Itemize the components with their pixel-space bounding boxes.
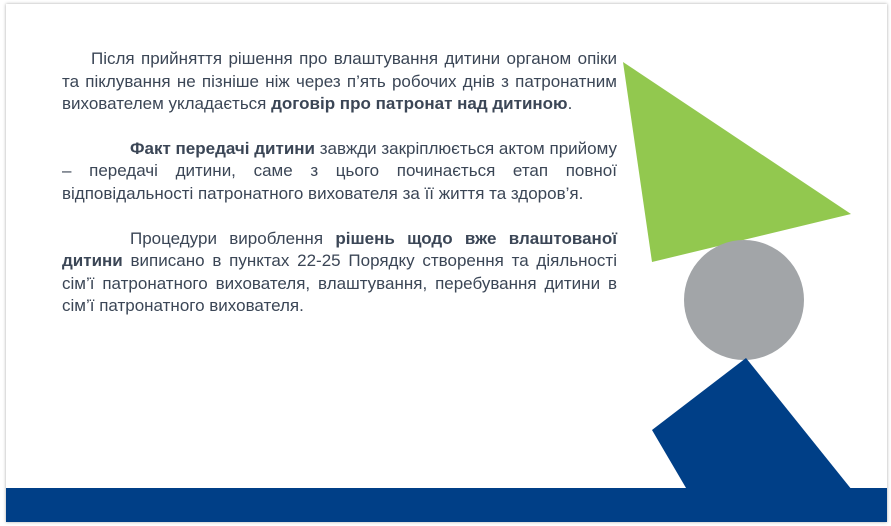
paragraph-procedures-end: виписано в пунктах 22-25 Порядку створення та діяльності сім’ї патронатного вихователя, влаштування, перебування дитини в сім’ї патронатного вихователя. [62,251,617,316]
text-content [62,48,617,318]
paragraph-contract-end: . [567,94,573,114]
paragraph-contract-text: Після прийняття рішення про влаштування дитини органом опіки та піклування не пізніше ніж через п’ять робочих днів з патронатним вихователем укладається [62,49,617,114]
slide [6,4,887,522]
paragraph-transfer-text: завжди закріплюється актом прийому – передачі дитини, саме з цього починається етап повної відповідальності патронатного вихователя за її життя та здоров’я. [62,138,617,203]
gray-circle-shape [684,240,804,360]
paragraph-procedures-text: Процедури вироблення [130,228,336,248]
paragraph-transfer [62,138,617,206]
paragraph-transfer-bold: Факт передачі дитини [130,138,315,158]
paragraph-contract [62,48,617,116]
paragraph-procedures-bold: рішень щодо вже влаштованої дитини [62,228,617,271]
green-triangle-shape [623,62,851,262]
footer-bar [6,488,887,522]
paragraph-procedures [62,228,617,318]
paragraph-contract-bold: договір про патронат над дитиною [271,94,568,114]
